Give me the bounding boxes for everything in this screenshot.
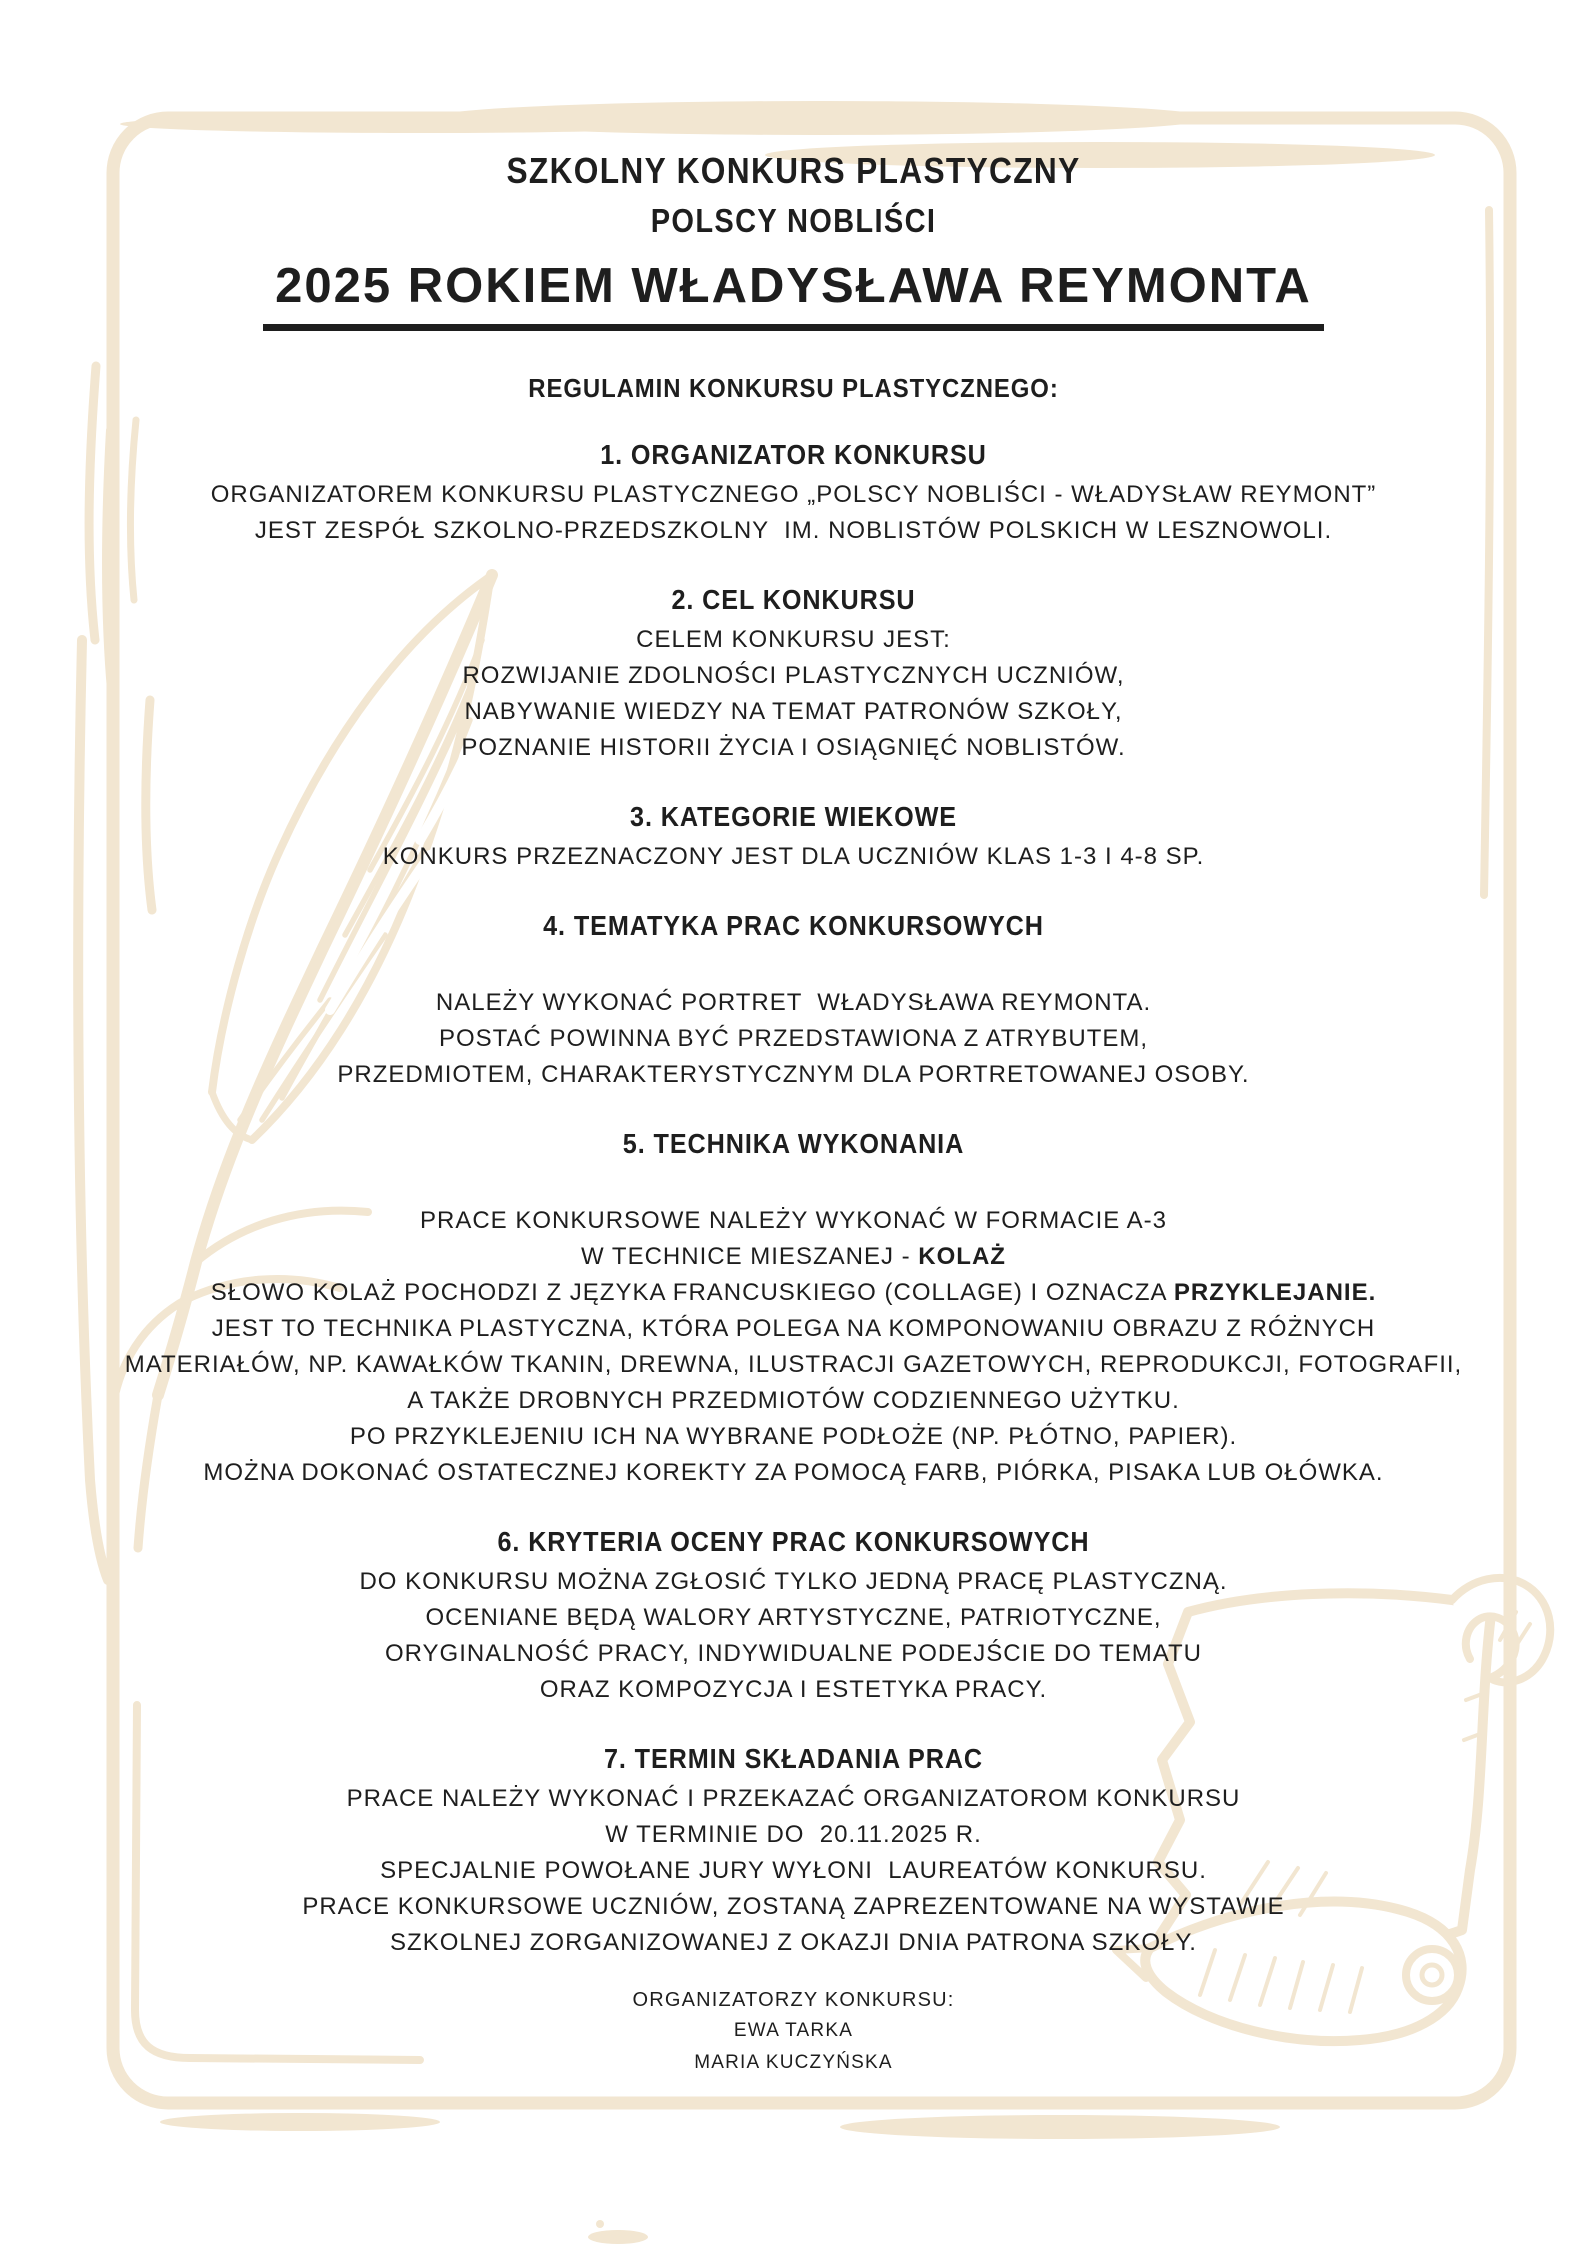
organizer-name: EWA TARKA bbox=[733, 2020, 854, 2041]
section-text-line bbox=[0, 1564, 1587, 1600]
section-heading: 4. TEMATYKA PRAC KONKURSOWYCH bbox=[543, 910, 1044, 941]
regulation-section bbox=[0, 581, 1587, 766]
section-text-line bbox=[0, 730, 1587, 766]
section-text-line bbox=[0, 1889, 1587, 1925]
section-text-line bbox=[0, 1347, 1587, 1383]
text-segment: OCENIANE BĘDĄ WALORY ARTYSTYCZNE, PATRIOTYCZNE, bbox=[425, 1604, 1162, 1631]
section-text-line bbox=[0, 1419, 1587, 1455]
section-heading: 6. KRYTERIA OCENY PRAC KONKURSOWYCH bbox=[497, 1526, 1090, 1557]
section-heading: 1. ORGANIZATOR KONKURSU bbox=[600, 439, 987, 470]
section-heading: 5. TECHNIKA WYKONANIA bbox=[622, 1128, 965, 1159]
text-segment: SŁOWO KOLAŻ POCHODZI Z JĘZYKA FRANCUSKIEGO (COLLAGE) I OZNACZA bbox=[210, 1279, 1174, 1306]
organizers-label: ORGANIZATORZY KONKURSU: bbox=[632, 1989, 955, 2011]
sections bbox=[0, 436, 1587, 1961]
section-heading: 2. CEL KONKURSU bbox=[671, 584, 916, 615]
section-text-line bbox=[0, 1057, 1587, 1093]
regulation-section bbox=[0, 907, 1587, 1093]
regulation-section bbox=[0, 1740, 1587, 1961]
text-segment: SZKOLNEJ ZORGANIZOWANEJ Z OKAZJI DNIA PATRONA SZKOŁY. bbox=[390, 1929, 1197, 1956]
organizer-name: MARIA KUCZYŃSKA bbox=[694, 2052, 893, 2073]
text-segment: KONKURS PRZEZNACZONY JEST DLA UCZNIÓW KLAS 1-3 I 4-8 SP. bbox=[382, 843, 1205, 870]
page-title-wrap bbox=[0, 258, 1587, 331]
section-text-line bbox=[0, 1275, 1587, 1311]
text-segment: NALEŻY WYKONAĆ PORTRET WŁADYSŁAWA REYMONTA. bbox=[435, 989, 1152, 1016]
text-segment: W TERMINIE DO 20.11.2025 R. bbox=[605, 1821, 982, 1848]
section-text-line bbox=[0, 513, 1587, 549]
regulation-section bbox=[0, 1523, 1587, 1708]
text-segment: ORGANIZATOREM KONKURSU PLASTYCZNEGO „POLSCY NOBLIŚCI - WŁADYSŁAW REYMONT” bbox=[210, 481, 1377, 508]
emphasized-text: PRZYKLEJANIE. bbox=[1173, 1279, 1377, 1306]
section-text-line bbox=[0, 1021, 1587, 1057]
text-segment: W TECHNICE MIESZANEJ - bbox=[581, 1243, 919, 1270]
section-text-line bbox=[0, 1853, 1587, 1889]
text-segment: MOŻNA DOKONAĆ OSTATECZNEJ KOREKTY ZA POMOCĄ FARB, PIÓRKA, PISAKA LUB OŁÓWKA. bbox=[203, 1459, 1384, 1486]
contest-kicker-line-1: SZKOLNY KONKURS PLASTYCZNY bbox=[506, 150, 1081, 191]
organizers-block bbox=[0, 1985, 1587, 2079]
section-text-line bbox=[0, 1672, 1587, 1708]
section-text-line bbox=[0, 839, 1587, 875]
contest-kicker-line-2: POLSCY NOBLIŚCI bbox=[650, 202, 937, 239]
regulation-section bbox=[0, 436, 1587, 549]
text-segment: MATERIAŁÓW, NP. KAWAŁKÓW TKANIN, DREWNA, ILUSTRACJI GAZETOWYCH, REPRODUKCJI, FOTOGRAFII, bbox=[124, 1351, 1463, 1378]
section-text-line bbox=[0, 1455, 1587, 1491]
text-segment: POSTAĆ POWINNA BYĆ PRZEDSTAWIONA Z ATRYBUTEM, bbox=[438, 1025, 1149, 1052]
text-segment: POZNANIE HISTORII ŻYCIA I OSIĄGNIĘĆ NOBLISTÓW. bbox=[461, 734, 1126, 761]
text-segment: SPECJALNIE POWOŁANE JURY WYŁONI LAUREATÓW KONKURSU. bbox=[380, 1857, 1207, 1884]
text-segment: PO PRZYKLEJENIU ICH NA WYBRANE PODŁOŻE (NP. PŁÓTNO, PAPIER). bbox=[349, 1423, 1238, 1450]
text-segment: PRZEDMIOTEM, CHARAKTERYSTYCZNYM DLA PORTRETOWANEJ OSOBY. bbox=[337, 1061, 1250, 1088]
section-text-line bbox=[0, 694, 1587, 730]
section-heading: 7. TERMIN SKŁADANIA PRAC bbox=[603, 1743, 984, 1774]
text-segment: ORYGINALNOŚĆ PRACY, INDYWIDUALNE PODEJŚCIE DO TEMATU bbox=[384, 1640, 1203, 1667]
regulation-section bbox=[0, 798, 1587, 875]
section-text-line bbox=[0, 1311, 1587, 1347]
section-text-line bbox=[0, 1817, 1587, 1853]
text-segment: NABYWANIE WIEDZY NA TEMAT PATRONÓW SZKOŁY, bbox=[464, 698, 1123, 725]
section-text-line bbox=[0, 1636, 1587, 1672]
page-title: 2025 ROKIEM WŁADYSŁAWA REYMONTA bbox=[263, 258, 1324, 331]
text-segment: A TAKŻE DROBNYCH PRZEDMIOTÓW CODZIENNEGO UŻYTKU. bbox=[407, 1387, 1180, 1414]
text-segment: CELEM KONKURSU JEST: bbox=[636, 626, 951, 653]
text-segment: ROZWIJANIE ZDOLNOŚCI PLASTYCZNYCH UCZNIÓW, bbox=[462, 662, 1125, 689]
text-segment: PRACE KONKURSOWE UCZNIÓW, ZOSTANĄ ZAPREZENTOWANE NA WYSTAWIE bbox=[302, 1893, 1285, 1920]
section-text-line bbox=[0, 1203, 1587, 1239]
text-segment: JEST TO TECHNIKA PLASTYCZNA, KTÓRA POLEGA NA KOMPONOWANIU OBRAZU Z RÓŻNYCH bbox=[211, 1315, 1376, 1342]
section-text-line bbox=[0, 1925, 1587, 1961]
section-heading: 3. KATEGORIE WIEKOWE bbox=[630, 801, 957, 832]
section-text-line bbox=[0, 622, 1587, 658]
text-segment: DO KONKURSU MOŻNA ZGŁOSIĆ TYLKO JEDNĄ PRACĘ PLASTYCZNĄ. bbox=[359, 1568, 1228, 1595]
text-segment: ORAZ KOMPOZYCJA I ESTETYKA PRACY. bbox=[539, 1676, 1048, 1703]
emphasized-text: KOLAŻ bbox=[918, 1243, 1006, 1270]
text-segment: PRACE KONKURSOWE NALEŻY WYKONAĆ W FORMACIE A-3 bbox=[420, 1207, 1167, 1234]
section-text-line bbox=[0, 477, 1587, 513]
section-text-line bbox=[0, 1781, 1587, 1817]
section-text-line bbox=[0, 1383, 1587, 1419]
text-segment: PRACE NALEŻY WYKONAĆ I PRZEKAZAĆ ORGANIZATOROM KONKURSU bbox=[346, 1785, 1241, 1812]
section-text-line bbox=[0, 1600, 1587, 1636]
regulation-subtitle: REGULAMIN KONKURSU PLASTYCZNEGO: bbox=[528, 373, 1059, 403]
section-text-line bbox=[0, 985, 1587, 1021]
section-text-line bbox=[0, 658, 1587, 694]
text-segment: JEST ZESPÓŁ SZKOLNO-PRZEDSZKOLNY IM. NOBLISTÓW POLSKICH W LESZNOWOLI. bbox=[254, 517, 1333, 544]
regulation-section bbox=[0, 1125, 1587, 1491]
section-text-line bbox=[0, 1239, 1587, 1275]
